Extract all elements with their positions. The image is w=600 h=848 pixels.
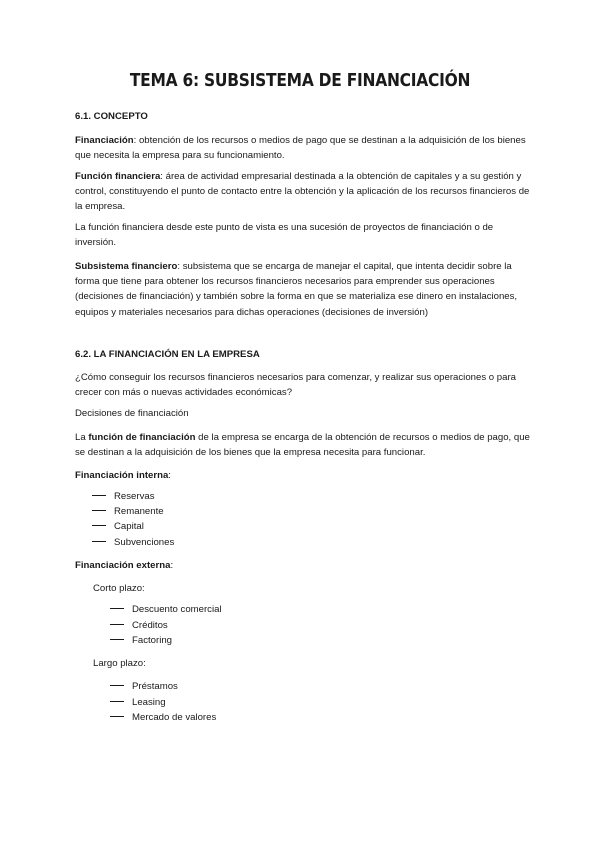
list-item <box>92 537 174 548</box>
dash-bullet-icon <box>92 510 106 511</box>
paragraph-prefix: La <box>75 432 89 443</box>
dash-bullet-icon <box>110 701 124 702</box>
long-term-label: Largo plazo: <box>93 658 146 669</box>
dash-bullet-icon <box>110 639 124 640</box>
list-item-text: Mercado de valores <box>132 712 217 723</box>
dash-bullet-icon <box>110 624 124 625</box>
definition-funcion-financiera: : área de actividad empresarial destinada a la obtención de capitales y a su gestión y control, constituyendo el punto de contacto entre la obtención y la aplicación de los recursos financieros de la empresa. <box>75 171 530 213</box>
dash-bullet-icon <box>110 716 124 717</box>
list-item-text: Capital <box>114 521 144 532</box>
paragraph-financiacion <box>75 133 535 163</box>
paragraph-question: ¿Cómo conseguir los recursos financieros necesarios para comenzar, y realizar sus operaciones o para crecer con más o nuevas actividades económicas? <box>75 372 516 399</box>
external-colon: : <box>170 560 174 571</box>
external-financing-heading <box>75 558 535 573</box>
list-item-text: Préstamos <box>132 681 178 692</box>
paragraph-subsistema-financiero <box>75 259 535 320</box>
internal-financing-heading <box>75 468 535 483</box>
list-item-text: Reservas <box>114 491 155 502</box>
list-item <box>110 697 166 708</box>
list-item <box>110 620 168 631</box>
list-item-text: Remanente <box>114 506 164 517</box>
section-2-heading: 6.2. LA FINANCIACIÓN EN LA EMPRESA <box>75 349 260 360</box>
internal-financing-label: Financiación interna <box>75 470 169 481</box>
short-term-label: Corto plazo: <box>93 583 145 594</box>
definition-subsistema-financiero: : subsistema que se encarga de manejar el capital, que intenta decidir sobre la forma que tiene para obtener los recursos financieros necesarios para emprender sus operaciones (decisiones de financiación) y también sobre la forma en que se materializa ese dinero en instalaciones, equipos y materiales necesarios para dichas operaciones (decisiones de inversión) <box>75 261 518 318</box>
term-funcion-de-financiacion: función de financiación <box>88 432 196 443</box>
list-item-text: Leasing <box>132 697 166 708</box>
list-item <box>92 506 164 517</box>
list-item-text: Factoring <box>132 635 172 646</box>
term-financiacion: Financiación <box>75 135 134 146</box>
list-item <box>110 604 222 615</box>
section-1-heading: 6.1. CONCEPTO <box>75 111 148 122</box>
definition-funcion-de-financiacion: de la empresa se encarga de la obtención de recursos o medios de pago, que se destinan a la adquisición de los bienes que la empresa necesita para funcionar. <box>75 432 530 459</box>
paragraph-funcion-financiera <box>75 169 535 215</box>
list-item <box>110 681 178 692</box>
list-item-text: Créditos <box>132 620 168 631</box>
list-item <box>92 491 155 502</box>
decisiones-label: Decisiones de financiación <box>75 408 189 419</box>
list-item <box>92 521 144 532</box>
dash-bullet-icon <box>110 685 124 686</box>
list-item-text: Subvenciones <box>114 537 175 548</box>
paragraph-sucesion-proyectos: La función financiera desde este punto de vista es una sucesión de proyectos de financiación o de inversión. <box>75 222 494 249</box>
definition-financiacion: : obtención de los recursos o medios de pago que se destinan a la adquisición de los bienes que necesita la empresa para su funcionamiento. <box>75 135 526 162</box>
list-item-text: Descuento comercial <box>132 604 222 615</box>
dash-bullet-icon <box>110 608 124 609</box>
page-title: TEMA 6: SUBSISTEMA DE FINANCIACIÓN <box>129 70 471 91</box>
term-subsistema-financiero: Subsistema financiero <box>75 261 178 272</box>
internal-colon: : <box>168 470 171 481</box>
dash-bullet-icon <box>92 495 106 496</box>
list-item <box>110 712 216 723</box>
paragraph-funcion-de-financiacion <box>75 430 535 460</box>
dash-bullet-icon <box>92 525 106 526</box>
list-item <box>110 635 172 646</box>
external-financing-label: Financiación externa <box>75 560 171 571</box>
term-funcion-financiera: Función financiera <box>75 171 161 182</box>
dash-bullet-icon <box>92 541 106 542</box>
